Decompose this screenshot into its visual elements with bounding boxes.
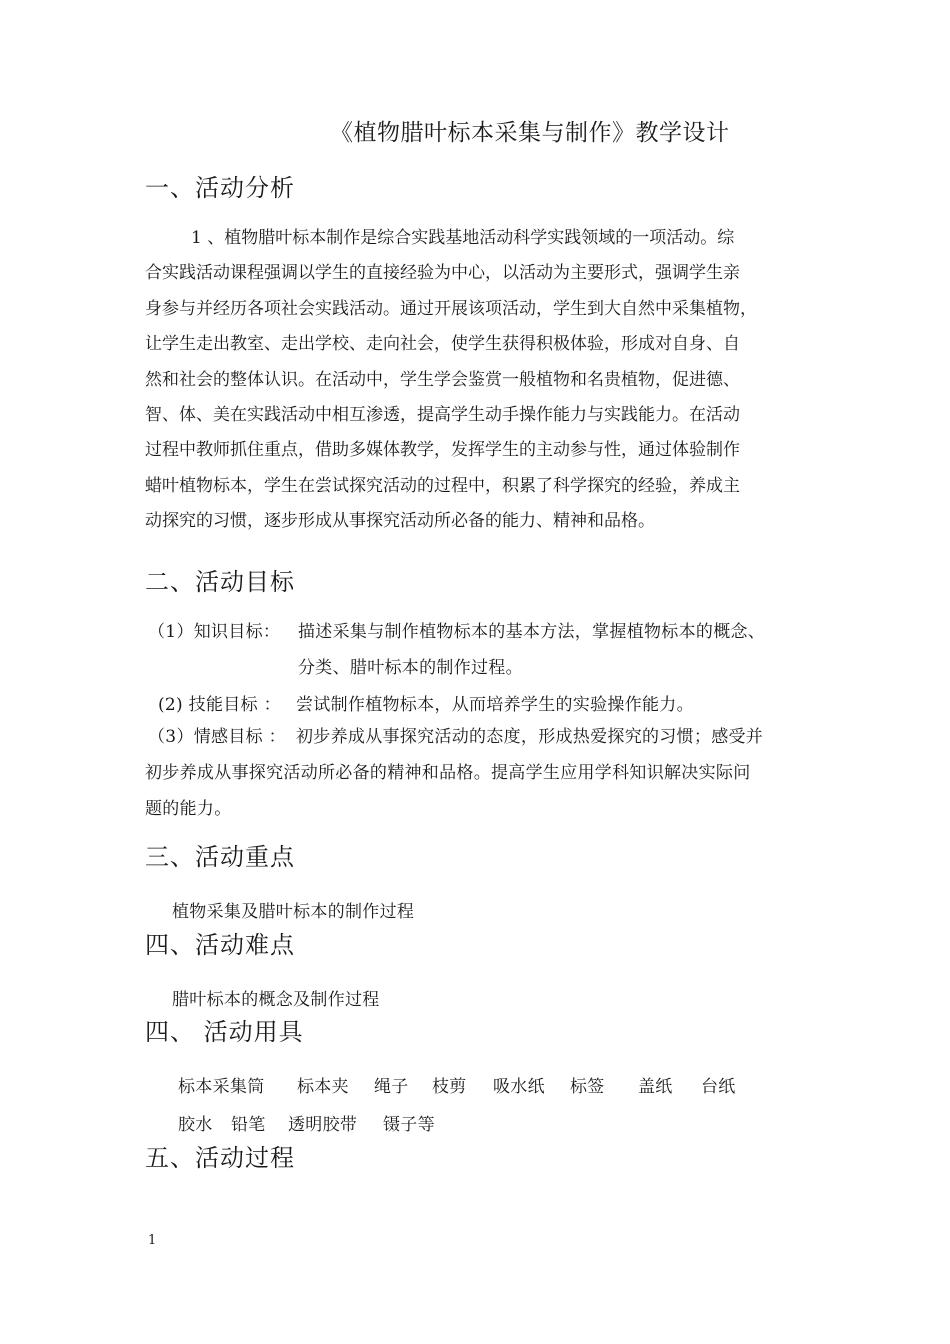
tool-item: 透明胶带	[288, 1115, 358, 1135]
section-heading-tools: 四、 活动用具	[145, 1018, 304, 1046]
skill-goal-text: 尝试制作植物标本，从而培养学生的实验操作能力。	[296, 695, 694, 715]
emotion-goal-label: （3）情感目标 ：	[148, 727, 286, 747]
emotion-goal-text: 初步养成从事探究活动所必备的精神和品格。提高学生应用学科知识解决实际问	[145, 763, 751, 783]
paragraph-line: 过程中教师抓住重点，借助多媒体教学，发挥学生的主动参与性，通过体验制作	[145, 440, 740, 461]
skill-goal-label: (2) 技能目标 ：	[158, 695, 281, 715]
analysis-paragraph	[145, 221, 813, 540]
knowledge-goal-text: 描述采集与制作植物标本的基本方法，掌握植物标本的概念、	[298, 622, 766, 642]
tool-item: 标本采集筒	[178, 1077, 265, 1097]
section-heading-process: 五、活动过程	[145, 1144, 295, 1172]
tool-item: 吸水纸	[493, 1077, 545, 1097]
paragraph-line: 身参与并经历各项社会实践活动。通过开展该项活动，学生到大自然中采集植物，	[145, 298, 757, 319]
tool-item: 标本夹	[297, 1077, 349, 1097]
paragraph-line: 1 、植物腊叶标本制作是综合实践基地活动科学实践领域的一项活动。综	[191, 228, 735, 248]
knowledge-goal-label: （1）知识目标：	[148, 622, 281, 642]
tool-item: 台纸	[701, 1077, 736, 1097]
tool-item: 铅笔	[231, 1115, 266, 1135]
tool-item: 标签	[570, 1077, 605, 1097]
key-point-text: 植物采集及腊叶标本的制作过程	[172, 902, 415, 922]
section-heading-difficulty: 四、活动难点	[145, 931, 295, 959]
paragraph-line: 让学生走出教室、走出学校、走向社会，使学生获得积极体验，形成对自身、自	[145, 334, 740, 355]
difficulty-text: 腊叶标本的概念及制作过程	[172, 990, 380, 1010]
paragraph-line: 蜡叶植物标本，学生在尝试探究活动的过程中，积累了科学探究的经验，养成主	[145, 475, 740, 496]
emotion-goal-text: 初步养成从事探究活动的态度，形成热爱探究的习惯；感受并	[296, 727, 764, 747]
section-heading-analysis: 一、活动分析	[145, 174, 295, 202]
document-title: 《植物腊叶标本采集与制作》教学设计	[330, 120, 730, 146]
page-number: 1	[148, 1233, 157, 1248]
paragraph-line: 然和社会的整体认识。在活动中，学生学会鉴赏一般植物和名贵植物，促进德、	[145, 369, 740, 390]
tool-item: 绳子	[374, 1077, 409, 1097]
paragraph-line: 动探究的习惯，逐步形成从事探究活动所必备的能力、精神和品格。	[145, 511, 655, 532]
paragraph-line: 合实践活动课程强调以学生的直接经验为中心，以活动为主要形式，强调学生亲	[145, 263, 740, 284]
paragraph-line: 智、体、美在实践活动中相互渗透，提高学生动手操作能力与实践能力。在活动	[145, 404, 740, 425]
section-heading-key-point: 三、活动重点	[145, 843, 295, 871]
knowledge-goal-text: 分类、腊叶标本的制作过程。	[298, 658, 523, 678]
tool-item: 枝剪	[432, 1077, 467, 1097]
tool-item: 胶水	[178, 1115, 213, 1135]
tool-item: 镊子等	[383, 1115, 435, 1135]
emotion-goal-text: 题的能力。	[145, 799, 232, 819]
section-heading-goals: 二、活动目标	[145, 568, 295, 596]
tool-item: 盖纸	[638, 1077, 673, 1097]
